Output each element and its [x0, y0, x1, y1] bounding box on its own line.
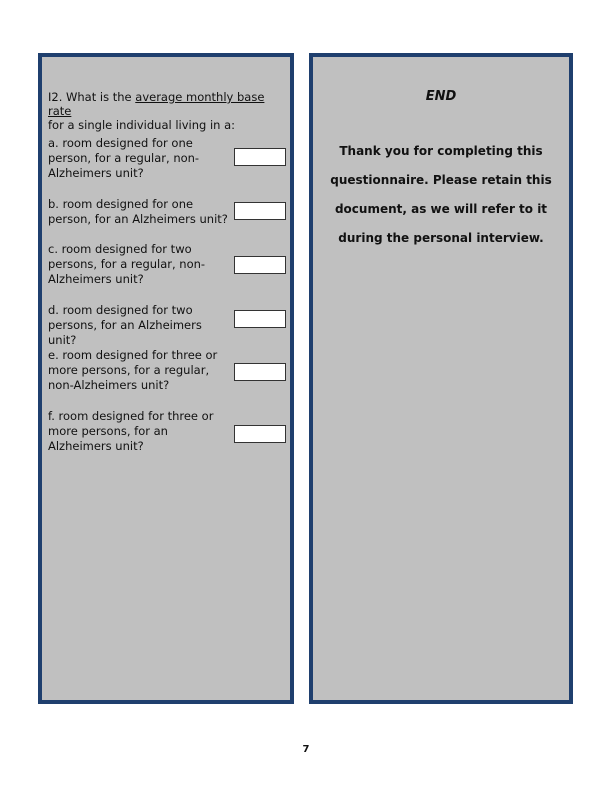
- question-panel: [38, 53, 294, 704]
- question-suffix: for a single individual living in a:: [48, 118, 236, 132]
- rate-input-a[interactable]: [234, 148, 286, 166]
- page-number: 7: [302, 744, 310, 755]
- question-prefix: I2. What is the: [48, 90, 136, 104]
- rate-input-b[interactable]: [234, 202, 286, 220]
- end-heading: END: [425, 89, 457, 104]
- rate-input-e[interactable]: [234, 363, 286, 381]
- rate-item-label: e. room designed for three or more persons, for a regular, non-Alzheimers unit?: [48, 348, 218, 392]
- rate-item-label: f. room designed for three or more persons, for an Alzheimers unit?: [48, 409, 214, 453]
- end-panel: [309, 53, 573, 704]
- rate-input-f[interactable]: [234, 425, 286, 443]
- question-emphasis: average monthly base rate: [48, 90, 265, 118]
- rate-input-d[interactable]: [234, 310, 286, 328]
- rate-item-label: b. room designed for one person, for an Alzheimers unit?: [48, 197, 228, 226]
- thank-you-message: Thank you for completing this questionnaire. Please retain this document, as we will refer to it during the personal interview.: [330, 144, 552, 245]
- question-stem: [48, 90, 288, 132]
- rate-item-label: a. room designed for one person, for a regular, non-Alzheimers unit?: [48, 136, 200, 180]
- rate-item-label: c. room designed for two persons, for a regular, non-Alzheimers unit?: [48, 242, 206, 286]
- rate-item-label: d. room designed for two persons, for an Alzheimers unit?: [48, 303, 202, 347]
- rate-input-c[interactable]: [234, 256, 286, 274]
